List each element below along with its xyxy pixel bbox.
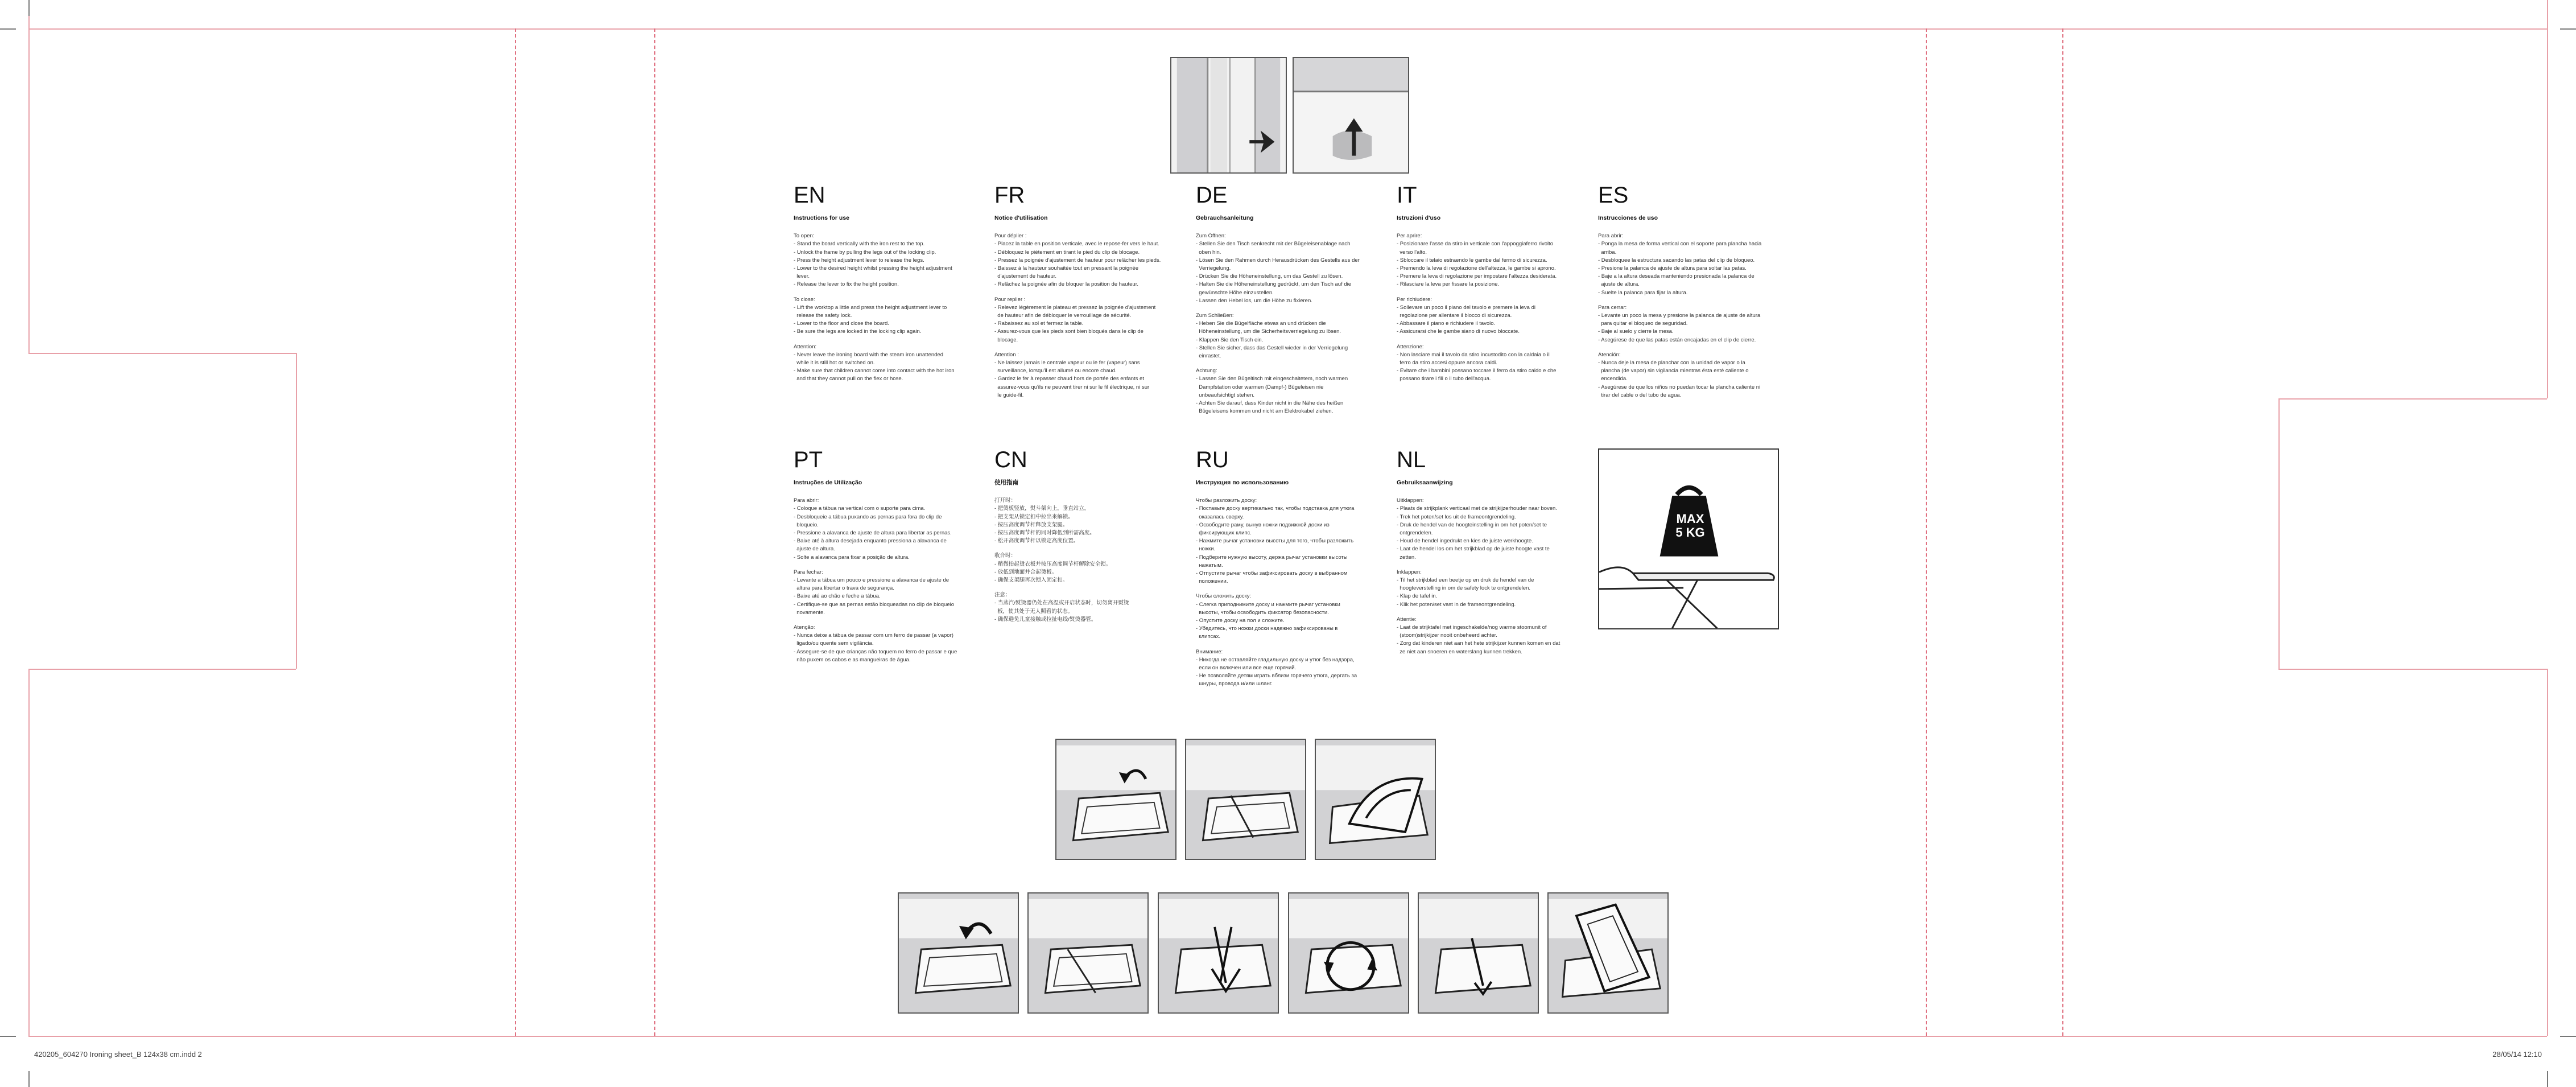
- language-code: NL: [1397, 447, 1426, 472]
- instruction-block: [1598, 351, 1772, 400]
- instruction-line: Zum Öffnen:: [1196, 233, 1226, 240]
- instruction-line: - Solte a alavanca para fixar a posição de altura.: [794, 554, 910, 561]
- instruction-line: 打开时：: [994, 497, 1017, 504]
- instruction-block: [994, 591, 1168, 624]
- instruction-line: blocage.: [994, 336, 1018, 343]
- instruction-line: - Débloquez le piètement en tirant le pied du clip de blocage.: [994, 249, 1140, 256]
- instructions-en: [794, 182, 967, 384]
- instruction-line: - Desbloquee la estructura sacando las patas del clip de bloqueo.: [1598, 257, 1755, 263]
- instruction-line: Zum Schließen:: [1196, 312, 1234, 319]
- instruction-line: - Unlock the frame by pulling the legs out of the locking clip.: [794, 249, 936, 256]
- section-heading: Instrucciones de uso: [1598, 215, 1658, 221]
- instruction-line: oben hin.: [1196, 249, 1221, 256]
- instruction-line: surveillance, lorsqu'il est allumé ou encore chaud.: [994, 368, 1117, 374]
- instruction-line: ajuste de altura.: [794, 546, 835, 553]
- instruction-line: To close:: [794, 296, 815, 303]
- instruction-line: - Premere la leva di regolazione per impostare l'altezza desiderata.: [1397, 273, 1557, 280]
- instruction-line: Чтобы сложить доску:: [1196, 593, 1252, 600]
- instruction-line: - Asegúrese de que los niños no puedan tocar la plancha caliente ni: [1598, 384, 1761, 390]
- instruction-line: - Rilasciare la leva per fissare la posizione.: [1397, 281, 1500, 288]
- instruction-line: (stoom)strijkijzer nooit onbeheerd achter.: [1397, 632, 1497, 639]
- instruction-line: Attenzione:: [1397, 343, 1424, 350]
- instruction-block: [1196, 592, 1369, 641]
- fold-step-2: [1027, 892, 1149, 1014]
- instruction-block: [1397, 296, 1570, 336]
- instruction-line: - Houd de hendel ingedrukt en kies de juiste werkhoogte.: [1397, 538, 1533, 545]
- trim-line: [28, 669, 30, 1036]
- fold-line: [2062, 28, 2063, 1036]
- trim-line: [2278, 398, 2280, 669]
- instruction-line: lever.: [794, 273, 810, 280]
- instruction-line: - Lower to the desired height whilst pressing the height adjustment: [794, 265, 952, 272]
- instruction-block: [1397, 569, 1570, 609]
- instruction-line: encendida.: [1598, 376, 1628, 382]
- fold-step-1: [898, 892, 1019, 1014]
- instruction-line: - Baje a la altura deseada manteniendo presionada la palanca de: [1598, 273, 1755, 280]
- instruction-line: 板，使其处于无人照看的状态。: [994, 608, 1074, 615]
- instruction-line: le guide-fil.: [994, 392, 1024, 398]
- iron-rest-step-3: [1315, 739, 1436, 860]
- instruction-line: altura para libertar o trava de segurança.: [794, 585, 894, 592]
- crop-mark: [0, 28, 16, 30]
- instruction-line: - Posizionare l'asse da stiro in verticale con l'appoggiaferro rivolto: [1397, 241, 1554, 248]
- instruction-line: - Assegure-se de que crianças não toquem no ferro de passar e que: [794, 648, 957, 655]
- instruction-line: - Laat de hendel los om het strijkblad op de juiste hoogte vast te: [1397, 546, 1550, 553]
- instruction-block: [994, 351, 1168, 400]
- instruction-line: - Baissez à la hauteur souhaitée tout en pressant la poignée: [994, 265, 1138, 272]
- instruction-line: нажатым.: [1196, 562, 1223, 569]
- instruction-line: оказалась сверху.: [1196, 513, 1244, 520]
- instruction-block: [1196, 648, 1369, 689]
- instruction-line: - 按压高度调节杆释放支架腿。: [994, 521, 1068, 528]
- language-code: PT: [794, 447, 823, 472]
- instruction-line: novamente.: [794, 609, 825, 616]
- instruction-block: [1397, 232, 1570, 289]
- instruction-line: - Pressione a alavanca de ajuste de altura para libertar as pernas.: [794, 530, 952, 537]
- section-heading: Istruzioni d'uso: [1397, 215, 1441, 221]
- instruction-line: - Coloque a tábua na vertical com o suporte para cima.: [794, 505, 926, 512]
- instruction-line: - Убедитесь, что ножки доски надежно зафиксированы в: [1196, 625, 1338, 632]
- instruction-line: - Halten Sie die Höheneinstellung gedrückt, um den Tisch auf die: [1196, 281, 1352, 288]
- instruction-line: - Abbassare il piano e richiudere il tavolo.: [1397, 320, 1496, 327]
- instruction-line: ligado/ou quente sem vigilância.: [794, 640, 874, 647]
- instruction-line: arriba.: [1598, 249, 1617, 256]
- instruction-block: [1196, 367, 1369, 415]
- instruction-line: To open:: [794, 233, 815, 240]
- instruction-line: - Klik het poten/set vast in de frameontgrendeling.: [1397, 601, 1516, 608]
- instruction-line: - Sollevare un poco il piano del tavolo e premere la leva di: [1397, 304, 1535, 311]
- instruction-line: Внимание:: [1196, 648, 1223, 655]
- instruction-line: Dampfstation oder warmen (Dampf-) Bügeleisen nie: [1196, 384, 1324, 390]
- instruction-line: plancha (de vapor) sin vigilancia mientras ésta esté caliente o: [1598, 368, 1749, 374]
- fold-line: [515, 28, 516, 1036]
- print-timestamp: 28/05/14 12:10: [2492, 1050, 2542, 1059]
- instruction-line: - 松开高度调节杆以锁定高度位置。: [994, 538, 1079, 545]
- fold-step-5: [1418, 892, 1539, 1014]
- instruction-line: - Til het strijkblad een beetje op en druk de hendel van de: [1397, 577, 1534, 584]
- instruction-line: - Lift the worktop a little and press the height adjustment lever to: [794, 304, 947, 311]
- language-code: ES: [1598, 183, 1629, 208]
- instruction-line: release the safety lock.: [794, 312, 852, 319]
- instruction-block: [794, 232, 967, 289]
- instruction-line: - Baixe até ao chão e feche a tábua.: [794, 593, 881, 600]
- instruction-line: - Sbloccare il telaio estraendo le gambe dal fermo di sicurezza.: [1397, 257, 1547, 263]
- instruction-line: положении.: [1196, 578, 1228, 585]
- iron-rest-step-1: [1055, 739, 1176, 860]
- instruction-line: - Stellen Sie den Tisch senkrecht mit der Bügeleisenablage nach: [1196, 241, 1351, 248]
- instructions-es: [1598, 182, 1772, 400]
- instruction-block: [1598, 232, 1772, 297]
- instruction-line: - Press the height adjustment lever to release the legs.: [794, 257, 924, 263]
- instructions-nl: [1397, 447, 1570, 656]
- instruction-line: Pour replier :: [994, 296, 1026, 303]
- instruction-line: einrastet.: [1196, 353, 1221, 360]
- instruction-line: - 确保避免儿童接触或拉扯电线/熨烫器管。: [994, 616, 1097, 623]
- instruction-line: ferro da stiro accesi oppure ancora caldi.: [1397, 360, 1497, 367]
- instruction-line: - Не позволяйте детям играть вблизи горячего утюга, дергать за: [1196, 673, 1357, 680]
- instruction-line: - Presione la palanca de ajuste de altura para soltar las patas.: [1598, 265, 1747, 272]
- instruction-block: [1598, 304, 1772, 344]
- instruction-line: - Ponga la mesa de forma vertical con el soporte para plancha hacia: [1598, 241, 1762, 248]
- instructions-fr: [994, 182, 1168, 400]
- fold-line: [654, 28, 655, 1036]
- instruction-line: - 放低到地面并合起烫板。: [994, 569, 1058, 575]
- instruction-line: Para abrir:: [1598, 233, 1624, 240]
- trim-line: [2547, 0, 2548, 398]
- instruction-line: Per aprire:: [1397, 233, 1422, 240]
- instruction-line: d'ajustement de hauteur.: [994, 273, 1057, 280]
- instruction-block: [1397, 343, 1570, 384]
- instruction-line: Uitklappen:: [1397, 497, 1424, 504]
- crop-mark: [28, 1071, 30, 1087]
- crop-mark: [2560, 28, 2576, 30]
- instruction-line: - Relâchez la poignée afin de bloquer la position de hauteur.: [994, 281, 1138, 288]
- instruction-line: - Laat de strijktafel met ingeschakelde/nog warme stoomunit of: [1397, 624, 1547, 631]
- instruction-line: - Lassen den Hebel los, um die Höhe zu fixieren.: [1196, 297, 1312, 304]
- instruction-line: Bügeleisens kommen und nicht am Elektrokabel ziehen.: [1196, 408, 1334, 415]
- trim-line: [28, 353, 296, 354]
- instruction-line: Attention :: [994, 351, 1019, 358]
- crop-mark: [0, 1036, 16, 1037]
- instruction-block: [1196, 497, 1369, 586]
- instruction-line: de hauteur afin de débloquer le verrouillage de sécurité.: [994, 312, 1132, 319]
- instruction-line: 收合时：: [994, 553, 1017, 559]
- instruction-line: - Assicurarsi che le gambe siano di nuovo bloccate.: [1397, 328, 1520, 335]
- instructions-ru: [1196, 447, 1369, 689]
- instruction-line: possano tirare i fili o il tubo dell'acqua.: [1397, 376, 1491, 382]
- instruction-line: 注意：: [994, 592, 1011, 599]
- instruction-block: [994, 497, 1168, 545]
- language-code: CN: [994, 447, 1027, 472]
- instruction-line: - 按压高度调节杆的同时降低到所需高度。: [994, 530, 1095, 537]
- instruction-block: [994, 232, 1168, 289]
- instructions-de: [1196, 182, 1369, 415]
- instruction-line: - Heben Sie die Bügelfläche etwas an und drücken die: [1196, 320, 1326, 327]
- instruction-line: para quitar el bloqueo de seguridad.: [1598, 320, 1688, 327]
- instruction-line: - Nunca deje la mesa de planchar con la unidad de vapor o la: [1598, 360, 1745, 367]
- section-heading: Gebruiksaanwijzing: [1397, 479, 1453, 486]
- instruction-line: - Lower to the floor and close the board.: [794, 320, 889, 327]
- instruction-line: Attentie:: [1397, 616, 1417, 623]
- instruction-line: - 确保支架腿再次锁入固定扣。: [994, 577, 1068, 584]
- instruction-line: Inklappen:: [1397, 569, 1422, 575]
- instruction-line: - 把支架从锁定扣中拉出来解锁。: [994, 513, 1074, 520]
- instruction-line: - Подберите нужную высоту, держа рычаг установки высоты: [1196, 554, 1348, 561]
- instruction-line: ontgrendelen.: [1397, 530, 1433, 537]
- language-code: RU: [1196, 447, 1229, 472]
- instruction-line: - Отпустите рычаг чтобы зафиксировать доску в выбранном: [1196, 570, 1348, 577]
- instruction-line: zetten.: [1397, 554, 1416, 561]
- instruction-line: шнуры, провода и/или шланг.: [1196, 681, 1273, 687]
- instruction-line: bloqueio.: [794, 521, 819, 528]
- instruction-line: Achtung:: [1196, 368, 1217, 374]
- instruction-line: - Suelte la palanca para fijar la altura.: [1598, 289, 1688, 296]
- max-weight-label: MAX 5 KG: [1675, 512, 1705, 540]
- instruction-line: - Lassen Sie den Bügeltisch mit eingeschaltetem, noch warmen: [1196, 376, 1348, 382]
- instruction-line: - 当蒸汽/熨烫器仍处在高温或开启状态时，切勿离开熨烫: [994, 600, 1129, 607]
- instruction-line: - Klap de tafel in.: [1397, 593, 1438, 600]
- instruction-line: Чтобы разложить доску:: [1196, 497, 1257, 504]
- instruction-line: - Be sure the legs are locked in the locking clip again.: [794, 328, 922, 335]
- instruction-block: [994, 552, 1168, 584]
- height-lever-illustration: [1293, 57, 1409, 174]
- crop-mark: [2560, 1036, 2576, 1037]
- fold-step-3: [1158, 892, 1279, 1014]
- instruction-line: - Make sure that children cannot come into contact with the hot iron: [794, 368, 955, 374]
- instruction-line: клипсах.: [1196, 633, 1220, 640]
- instruction-line: фиксирующих клипс.: [1196, 530, 1252, 537]
- instructions-cn: [994, 447, 1168, 624]
- instruction-line: - Achten Sie darauf, dass Kinder nicht in die Nähe des heißen: [1196, 400, 1344, 407]
- instruction-line: - Relevez légèrement le plateau et pressez la poignée d'ajustement: [994, 304, 1156, 311]
- instruction-line: Para fechar:: [794, 569, 823, 575]
- trim-line: [28, 1036, 2547, 1037]
- instruction-line: - Non lasciare mai il tavolo da stiro incustodito con la caldaia o il: [1397, 351, 1550, 358]
- instruction-line: ножки.: [1196, 546, 1216, 553]
- instruction-block: [794, 296, 967, 336]
- fold-line: [1926, 28, 1927, 1036]
- instruction-line: ze niet aan snoeren en waterslang kunnen trekken.: [1397, 648, 1522, 655]
- instruction-line: если он включен или все еще горячий.: [1196, 665, 1297, 672]
- instructions-it: [1397, 182, 1570, 384]
- instruction-line: - 稍微抬起烫衣板并按压高度调节杆解除安全锁。: [994, 561, 1112, 567]
- fold-step-4: [1288, 892, 1409, 1014]
- instruction-line: - Zorg dat kinderen niet aan het hete strijkijzer kunnen komen en dat: [1397, 640, 1561, 647]
- section-heading: 使用指南: [994, 479, 1018, 486]
- trim-line: [2547, 669, 2548, 1036]
- instruction-line: while it is still hot or switched on.: [794, 360, 875, 367]
- instruction-line: Atenção:: [794, 624, 815, 631]
- language-code: EN: [794, 183, 825, 208]
- instruction-line: - Baixe até à altura desejada enquanto pressiona a alavanca de: [794, 538, 947, 545]
- instruction-line: - Lösen Sie den Rahmen durch Herausdrücken des Gestells aus der: [1196, 257, 1360, 263]
- section-heading: Instruções de Utilização: [794, 479, 862, 486]
- open-legs-illustration: [1170, 57, 1287, 174]
- instruction-line: - Rabaissez au sol et fermez la table.: [994, 320, 1084, 327]
- instruction-line: - 把烫板竖放，熨斗架向上，垂直站立。: [994, 505, 1090, 512]
- instruction-line: and that they cannot pull on the flex or hose.: [794, 376, 903, 382]
- instruction-line: - Опустите доску на пол и сложите.: [1196, 617, 1285, 624]
- instruction-line: hoogteverstelling in om de safety lock te ontgrendelen.: [1397, 585, 1531, 592]
- iron-rest-step-2: [1185, 739, 1306, 860]
- instruction-block: [794, 569, 967, 617]
- instruction-line: высоты, чтобы освободить фиксатор безопасности.: [1196, 609, 1329, 616]
- instruction-line: - Нажмите рычаг установки высоты для того, чтобы разложить: [1196, 538, 1354, 545]
- instruction-line: tirar del cable o del tubo de agua.: [1598, 392, 1682, 398]
- instruction-line: - Pressez la poignée d'ajustement de hauteur pour relâcher les pieds.: [994, 257, 1161, 263]
- instruction-block: [994, 296, 1168, 344]
- trim-line: [2278, 669, 2547, 670]
- instruction-line: não puxem os cabos e as mangueiras de água.: [794, 656, 911, 663]
- instruction-block: [1196, 312, 1369, 360]
- instruction-line: Verriegelung.: [1196, 265, 1231, 272]
- fold-step-6: [1547, 892, 1669, 1014]
- file-info: 420205_604270 Ironing sheet_B 124x38 cm.indd 2: [34, 1050, 202, 1059]
- instruction-line: Höheneinstellung, um die Sicherheitsverriegelung zu lösen.: [1196, 328, 1341, 335]
- instruction-block: [794, 624, 967, 664]
- instruction-line: - Stellen Sie sicher, dass das Gestell wieder in der Verriegelung: [1196, 344, 1348, 351]
- instruction-line: - Release the lever to fix the height position.: [794, 281, 899, 288]
- instructions-pt: [794, 447, 967, 664]
- instruction-line: - Поставьте доску вертикально так, чтобы подставка для утюга: [1196, 505, 1355, 512]
- language-code: DE: [1196, 183, 1228, 208]
- instruction-line: - Stand the board vertically with the iron rest to the top.: [794, 241, 925, 248]
- instruction-block: [1397, 616, 1570, 656]
- instruction-line: verso l'alto.: [1397, 249, 1427, 256]
- instruction-line: - Desbloqueie a tábua puxando as pernas para fora do clip de: [794, 513, 942, 520]
- instruction-line: - Trek het poten/set los uit de frameontgrendeling.: [1397, 513, 1516, 520]
- instruction-line: - Never leave the ironing board with the steam iron unattended: [794, 351, 943, 358]
- trim-line: [28, 669, 296, 670]
- instruction-line: Para cerrar:: [1598, 304, 1627, 311]
- instruction-line: - Klappen Sie den Tisch ein.: [1196, 336, 1264, 343]
- section-heading: Instructions for use: [794, 215, 850, 221]
- instruction-line: - Evitare che i bambini possano toccare il ferro da stiro caldo e che: [1397, 368, 1557, 374]
- instruction-line: - Освободите раму, вынув ножки подвижной доски из: [1196, 521, 1330, 528]
- instruction-line: - Никогда не оставляйте гладильную доску и утюг без надзора,: [1196, 656, 1355, 663]
- trim-line: [296, 353, 297, 669]
- instruction-line: Attention:: [794, 343, 817, 350]
- instruction-line: - Ne laissez jamais le centrale vapeur ou le fer (vapeur) sans: [994, 360, 1140, 367]
- section-heading: Gebrauchsanleitung: [1196, 215, 1254, 221]
- instruction-line: gewünschte Höhe einzustellen.: [1196, 289, 1274, 296]
- instruction-line: assurez-vous qu'ils ne peuvent tirer ni sur le fil électrique, ni sur: [994, 384, 1150, 390]
- instruction-line: - Levante un poco la mesa y presione la palanca de ajuste de altura: [1598, 312, 1761, 319]
- crop-mark: [28, 0, 30, 16]
- instruction-line: unbeaufsichtigt stehen.: [1196, 392, 1254, 398]
- instruction-line: regolazione per allentare il blocco di sicurezza.: [1397, 312, 1512, 319]
- instruction-line: - Asegúrese de que las patas están encajadas en el clip de cierre.: [1598, 336, 1756, 343]
- max-weight-illustration: [1598, 448, 1779, 629]
- instruction-line: Pour déplier :: [994, 233, 1027, 240]
- instruction-line: - Premendo la leva di regolazione dell'altezza, le gambe si aprono.: [1397, 265, 1556, 272]
- trim-line: [2278, 398, 2547, 400]
- instruction-line: - Drücken Sie die Höheneinstellung, um das Gestell zu lösen.: [1196, 273, 1343, 280]
- instruction-block: [794, 497, 967, 562]
- instruction-line: - Gardez le fer à repasser chaud hors de portée des enfants et: [994, 376, 1144, 382]
- section-heading: Notice d'utilisation: [994, 215, 1048, 221]
- instruction-line: - Assurez-vous que les pieds sont bien bloqués dans le clip de: [994, 328, 1143, 335]
- instruction-line: - Nunca deixe a tábua de passar com um ferro de passar (a vapor): [794, 632, 953, 639]
- instruction-line: Per richiudere:: [1397, 296, 1432, 303]
- section-heading: Инструкция по использованию: [1196, 479, 1289, 486]
- instruction-line: Para abrir:: [794, 497, 819, 504]
- instruction-line: - Слегка приподнимите доску и нажмите рычаг установки: [1196, 601, 1340, 608]
- instruction-line: - Druk de hendel van de hoogteinstelling in om het poten/set te: [1397, 521, 1547, 528]
- instruction-line: - Baje al suelo y cierre la mesa.: [1598, 328, 1674, 335]
- instruction-block: [794, 343, 967, 384]
- instruction-line: - Certifique-se que as pernas estão bloqueadas no clip de bloqueio: [794, 601, 955, 608]
- trim-line: [28, 0, 30, 353]
- language-code: FR: [994, 183, 1025, 208]
- instruction-line: Atención:: [1598, 351, 1621, 358]
- instruction-line: - Levante a tábua um pouco e pressione a alavanca de ajuste de: [794, 577, 950, 584]
- language-code: IT: [1397, 183, 1417, 208]
- instruction-line: ajuste de altura.: [1598, 281, 1640, 288]
- trim-line: [28, 28, 2547, 30]
- crop-mark: [2547, 1071, 2548, 1087]
- instruction-line: - Plaats de strijkplank verticaal met de strijkijzerhouder naar boven.: [1397, 505, 1557, 512]
- instruction-block: [1196, 232, 1369, 305]
- instruction-block: [1397, 497, 1570, 562]
- instruction-line: - Placez la table en position verticale, avec le repose-fer vers le haut.: [994, 241, 1159, 248]
